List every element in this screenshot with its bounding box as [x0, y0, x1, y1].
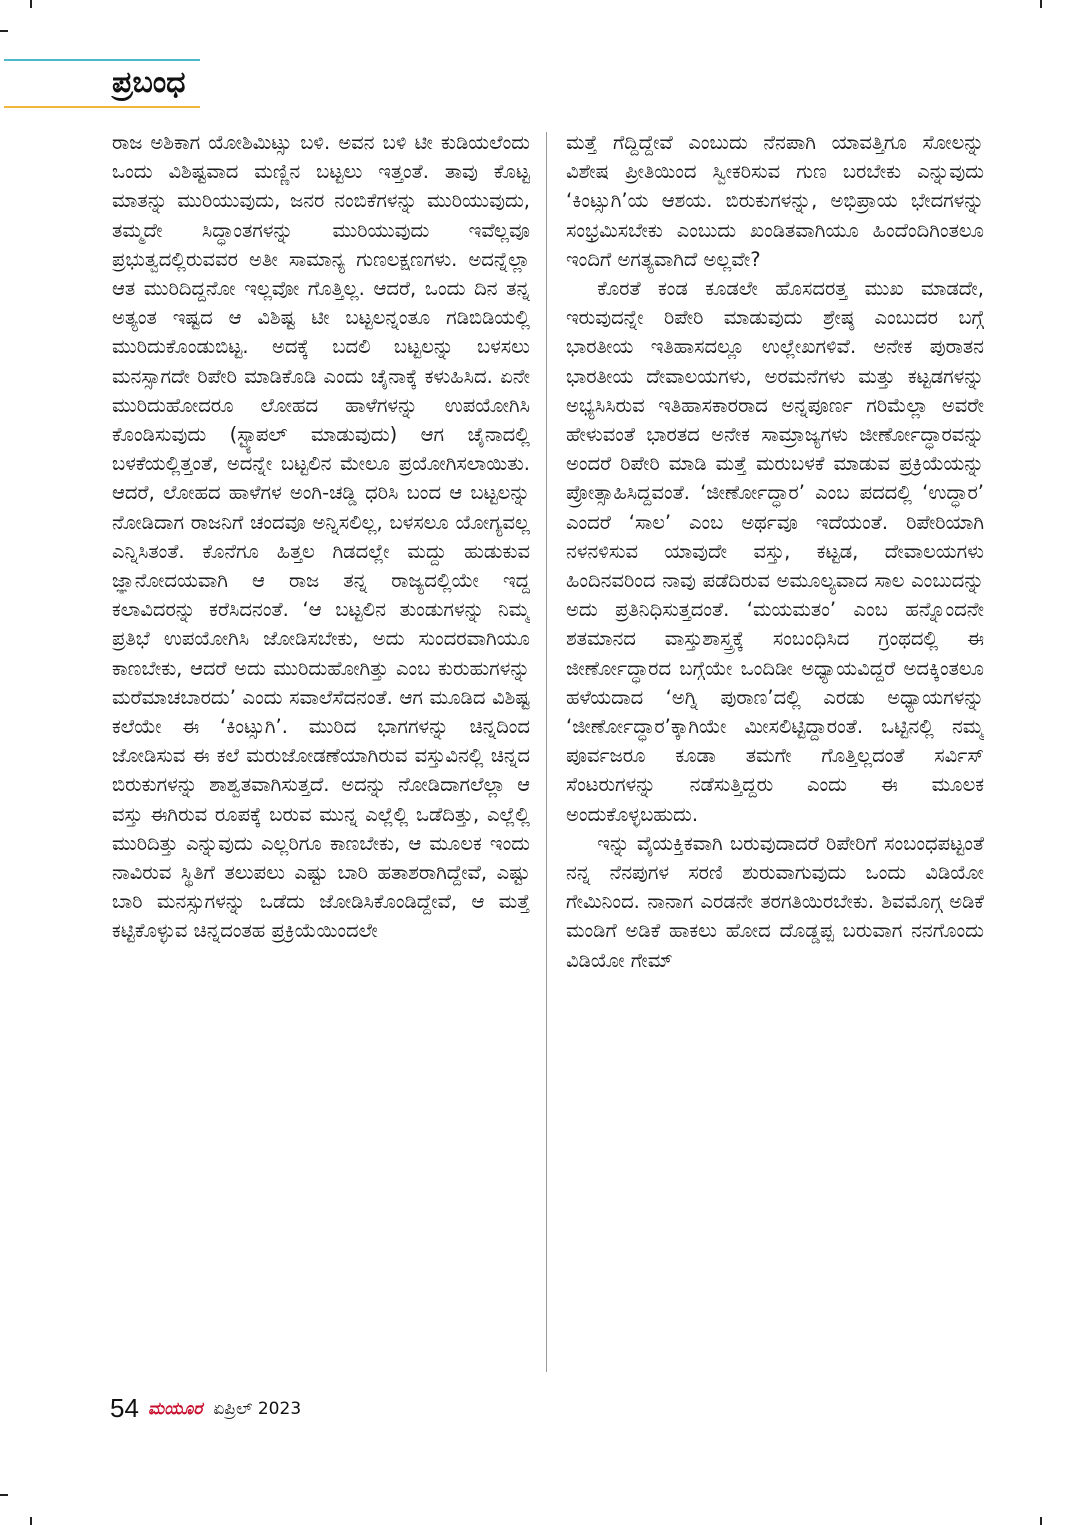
section-title: ಪ್ರಬಂಧ — [112, 65, 186, 100]
crop-mark-top-left-h — [0, 30, 8, 32]
section-rule-top — [4, 59, 200, 61]
crop-mark-bottom-right — [1040, 1517, 1042, 1525]
issue-date: ಏಪ್ರಿಲ್ 2023 — [213, 1398, 302, 1419]
crop-mark-bottom-left-h — [0, 1494, 8, 1496]
right-paragraph: ಮತ್ತೆ ಗೆದ್ದಿದ್ದೇವೆ ಎಂಬುದು ನೆನಪಾಗಿ ಯಾವತ್ತಿಗೂ ಸೋಲನ್ನು ವಿಶೇಷ ಪ್ರೀತಿಯಿಂದ ಸ್ವೀಕರಿಸುವ ಗುಣ ಬರಬೇಕು ಎನ್ನುವುದು ‘ಕಿಂಟ್ಸುಗಿ’ಯ ಆಶಯ. ಬಿರುಕುಗಳನ್ನು, ಅಭಿಪ್ರಾಯ ಭೇದಗಳನ್ನು ಸಂಭ್ರಮಿಸಬೇಕು ಎಂಬುದು ಖಂಡಿತವಾಗಿಯೂ ಹಿಂದೆಂದಿಗಿಂತಲೂ ಇಂದಿಗೆ ಅಗತ್ಯವಾಗಿದೆ ಅಲ್ಲವೇ? — [566, 131, 984, 271]
left-column — [112, 128, 530, 1374]
crop-mark-bottom-left — [30, 1517, 32, 1525]
section-rule-bottom — [4, 106, 200, 108]
right-column — [566, 128, 984, 1374]
crop-mark-top-right — [1040, 0, 1042, 8]
left-paragraph: ರಾಜ ಅಶಿಕಾಗ ಯೋಶಿಮಿಟ್ಸು ಬಳಿ. ಅವನ ಬಳಿ ಟೀ ಕುಡಿಯಲೆಂದು ಒಂದು ವಿಶಿಷ್ಟವಾದ ಮಣ್ಣಿನ ಬಟ್ಟಲು ಇತ್ತಂತೆ. ತಾವು ಕೊಟ್ಟ ಮಾತನ್ನು ಮುರಿಯುವುದು, ಜನರ ನಂಬಿಕೆಗಳನ್ನು ಮುರಿಯುವುದು, ತಮ್ಮದೇ ಸಿದ್ಧಾಂತಗಳನ್ನು ಮುರಿಯುವುದು ಇವೆಲ್ಲವೂ ಪ್ರಭುತ್ವದಲ್ಲಿರುವವರ ಅತೀ ಸಾಮಾನ್ಯ ಗುಣಲಕ್ಷಣಗಳು. ಅದನ್ನೆಲ್ಲಾ ಆತ ಮುರಿದಿದ್ದನೋ ಇಲ್ಲವೋ ಗೊತ್ತಿಲ್ಲ. ಆದರೆ, ಒಂದು ದಿನ ತನ್ನ ಅತ್ಯಂತ ಇಷ್ಟದ ಆ ವಿಶಿಷ್ಟ ಟೀ ಬಟ್ಟಲನ್ನಂತೂ ಗಡಿಬಿಡಿಯಲ್ಲಿ ಮುರಿದುಕೊಂಡುಬಿಟ್ಟ. ಅದಕ್ಕೆ ಬದಲಿ ಬಟ್ಟಲನ್ನು ಬಳಸಲು ಮನಸ್ಸಾಗದೇ ರಿಪೇರಿ ಮಾಡಿಕೊಡಿ ಎಂದು ಚೈನಾಕ್ಕೆ ಕಳುಹಿಸಿದ. ಏನೇ ಮುರಿದುಹೋದರೂ ಲೋಹದ ಹಾಳೆಗಳನ್ನು ಉಪಯೋಗಿಸಿ ಕೊಂಡಿಸುವುದು (ಸ್ಟ್ಯಾಪಲ್ ಮಾಡುವುದು) ಆಗ ಚೈನಾದಲ್ಲಿ ಬಳಕೆಯಲ್ಲಿತ್ತಂತೆ, ಅದನ್ನೇ ಬಟ್ಟಲಿನ ಮೇಲೂ ಪ್ರಯೋಗಿಸಲಾಯಿತು. ಆದರೆ, ಲೋಹದ ಹಾಳೆಗಳ ಅಂಗಿ-ಚಡ್ಡಿ ಧರಿಸಿ ಬಂದ ಆ ಬಟ್ಟಲನ್ನು ನೋಡಿದಾಗ ರಾಜನಿಗೆ ಚಂದವೂ ಅನ್ನಿಸಲಿಲ್ಲ, ಬಳಸಲೂ ಯೋಗ್ಯವಲ್ಲ ಎನ್ನಿಸಿತಂತೆ. ಕೊನೆಗೂ ಹಿತ್ತಲ ಗಿಡದಲ್ಲೇ ಮದ್ದು ಹುಡುಕುವ ಜ್ಞಾನೋದಯವಾಗಿ ಆ ರಾಜ ತನ್ನ ರಾಜ್ಯದಲ್ಲಿಯೇ ಇದ್ದ ಕಲಾವಿದರನ್ನು ಕರೆಸಿದನಂತೆ. ‘ಆ ಬಟ್ಟಲಿನ ತುಂಡುಗಳನ್ನು ನಿಮ್ಮ ಪ್ರತಿಭೆ ಉಪಯೋಗಿಸಿ ಜೋಡಿಸಬೇಕು, ಅದು ಸುಂದರವಾಗಿಯೂ ಕಾಣಬೇಕು, ಆದರೆ ಅದು ಮುರಿದುಹೋಗಿತ್ತು ಎಂಬ ಕುರುಹುಗಳನ್ನು ಮರೆಮಾಚಬಾರದು’ ಎಂದು ಸವಾಲೆಸೆದನಂತೆ. ಆಗ ಮೂಡಿದ ವಿಶಿಷ್ಟ ಕಲೆಯೇ ಈ ‘ಕಿಂಟ್ಸುಗಿ’. ಮುರಿದ ಭಾಗಗಳನ್ನು ಚಿನ್ನದಿಂದ ಜೋಡಿಸುವ ಈ ಕಲೆ ಮರುಜೋಡಣೆಯಾಗಿರುವ ವಸ್ತುವಿನಲ್ಲಿ ಚಿನ್ನದ ಬಿರುಕುಗಳನ್ನು ಶಾಶ್ವತವಾಗಿಸುತ್ತದೆ. ಅದನ್ನು ನೋಡಿದಾಗಲೆಲ್ಲಾ ಆ ವಸ್ತು ಈಗಿರುವ ರೂಪಕ್ಕೆ ಬರುವ ಮುನ್ನ ಎಲ್ಲೆಲ್ಲಿ ಒಡೆದಿತ್ತು, ಎಲ್ಲೆಲ್ಲಿ ಮುರಿದಿತ್ತು ಎನ್ನುವುದು ಎಲ್ಲರಿಗೂ ಕಾಣಬೇಕು, ಆ ಮೂಲಕ ಇಂದು ನಾವಿರುವ ಸ್ಥಿತಿಗೆ ತಲುಪಲು ಎಷ್ಟು ಬಾರಿ ಹತಾಶರಾಗಿದ್ದೇವೆ, ಎಷ್ಟು ಬಾರಿ ಮನಸ್ಸುಗಳನ್ನು ಒಡೆದು ಜೋಡಿಸಿಕೊಂಡಿದ್ದೇವೆ, ಆ ಮತ್ತೆ ಕಟ್ಟಿಕೊಳ್ಳುವ ಚಿನ್ನದಂತಹ ಪ್ರಕ್ರಿಯೆಯಿಂದಲೇ — [112, 131, 530, 943]
page-number: 54 — [110, 1393, 139, 1423]
magazine-logo: ಮಯೂರ — [148, 1398, 203, 1419]
right-paragraph: ಕೊರತೆ ಕಂಡ ಕೂಡಲೇ ಹೊಸದರತ್ತ ಮುಖ ಮಾಡದೇ, ಇರುವುದನ್ನೇ ರಿಪೇರಿ ಮಾಡುವುದು ಶ್ರೇಷ್ಠ ಎಂಬುದರ ಬಗ್ಗೆ ಭಾರತೀಯ ಇತಿಹಾಸದಲ್ಲೂ ಉಲ್ಲೇಖಗಳಿವೆ. ಅನೇಕ ಪುರಾತನ ಭಾರತೀಯ ದೇವಾಲಯಗಳು, ಅರಮನೆಗಳು ಮತ್ತು ಕಟ್ಟಡಗಳನ್ನು ಅಭ್ಯಸಿಸಿರುವ ಇತಿಹಾಸಕಾರರಾದ ಅನ್ನಪೂರ್ಣ ಗರಿಮೆಲ್ಲಾ ಅವರೇ ಹೇಳುವಂತೆ ಭಾರತದ ಅನೇಕ ಸಾಮ್ರಾಜ್ಯಗಳು ಜೀರ್ಣೋದ್ಧಾರವನ್ನು ಅಂದರೆ ರಿಪೇರಿ ಮಾಡಿ ಮತ್ತೆ ಮರುಬಳಕೆ ಮಾಡುವ ಪ್ರಕ್ರಿಯೆಯನ್ನು ಪ್ರೋತ್ಸಾಹಿಸಿದ್ದವಂತೆ. ‘ಜೀರ್ಣೋದ್ಧಾರ’ ಎಂಬ ಪದದಲ್ಲಿ ‘ಉದ್ಧಾರ’ ಎಂದರೆ ‘ಸಾಲ’ ಎಂಬ ಅರ್ಥವೂ ಇದೆಯಂತೆ. ರಿಪೇರಿಯಾಗಿ ನಳನಳಿಸುವ ಯಾವುದೇ ವಸ್ತು, ಕಟ್ಟಡ, ದೇವಾಲಯಗಳು ಹಿಂದಿನವರಿಂದ ನಾವು ಪಡೆದಿರುವ ಅಮೂಲ್ಯವಾದ ಸಾಲ ಎಂಬುದನ್ನು ಅದು ಪ್ರತಿನಿಧಿಸುತ್ತದಂತೆ. ‘ಮಯಮತಂ’ ಎಂಬ ಹನ್ನೊಂದನೇ ಶತಮಾನದ ವಾಸ್ತುಶಾಸ್ತ್ರಕ್ಕೆ ಸಂಬಂಧಿಸಿದ ಗ್ರಂಥದಲ್ಲಿ ಈ ಜೀರ್ಣೋದ್ಧಾರದ ಬಗ್ಗೆಯೇ ಒಂದಿಡೀ ಅಧ್ಯಾಯವಿದ್ದರೆ ಅದಕ್ಕಿಂತಲೂ ಹಳೆಯದಾದ ‘ಅಗ್ನಿ ಪುರಾಣ’ದಲ್ಲಿ ಎರಡು ಅಧ್ಯಾಯಗಳನ್ನು ‘ಜೀರ್ಣೋದ್ಧಾರ’ಕ್ಕಾಗಿಯೇ ಮೀಸಲಿಟ್ಟಿದ್ದಾರಂತೆ. ಒಟ್ಟಿನಲ್ಲಿ ನಮ್ಮ ಪೂರ್ವಜರೂ ಕೂಡಾ ತಮಗೇ ಗೊತ್ತಿಲ್ಲದಂತೆ ಸರ್ವಿಸ್ ಸೆಂಟರುಗಳನ್ನು ನಡೆಸುತ್ತಿದ್ದರು ಎಂದು ಈ ಮೂಲಕ ಅಂದುಕೊಳ್ಳಬಹುದು. — [566, 277, 984, 826]
column-divider — [546, 132, 547, 1372]
crop-mark-top-left — [30, 0, 32, 8]
right-paragraph: ಇನ್ನು ವೈಯಕ್ತಿಕವಾಗಿ ಬರುವುದಾದರೆ ರಿಪೇರಿಗೆ ಸಂಬಂಧಪಟ್ಟಂತೆ ನನ್ನ ನೆನಪುಗಳ ಸರಣಿ ಶುರುವಾಗುವುದು ಒಂದು ವಿಡಿಯೋ ಗೇಮಿನಿಂದ. ನಾನಾಗ ಎರಡನೇ ತರಗತಿಯಿರಬೇಕು. ಶಿವಮೊಗ್ಗ ಅಡಿಕೆ ಮಂಡಿಗೆ ಅಡಿಕೆ ಹಾಕಲು ಹೋದ ದೊಡ್ಡಪ್ಪ ಬರುವಾಗ ನನಗೊಂದು ವಿಡಿಯೋ ಗೇಮ್ — [566, 831, 984, 972]
section-header — [0, 56, 210, 110]
page-footer — [110, 1393, 301, 1429]
